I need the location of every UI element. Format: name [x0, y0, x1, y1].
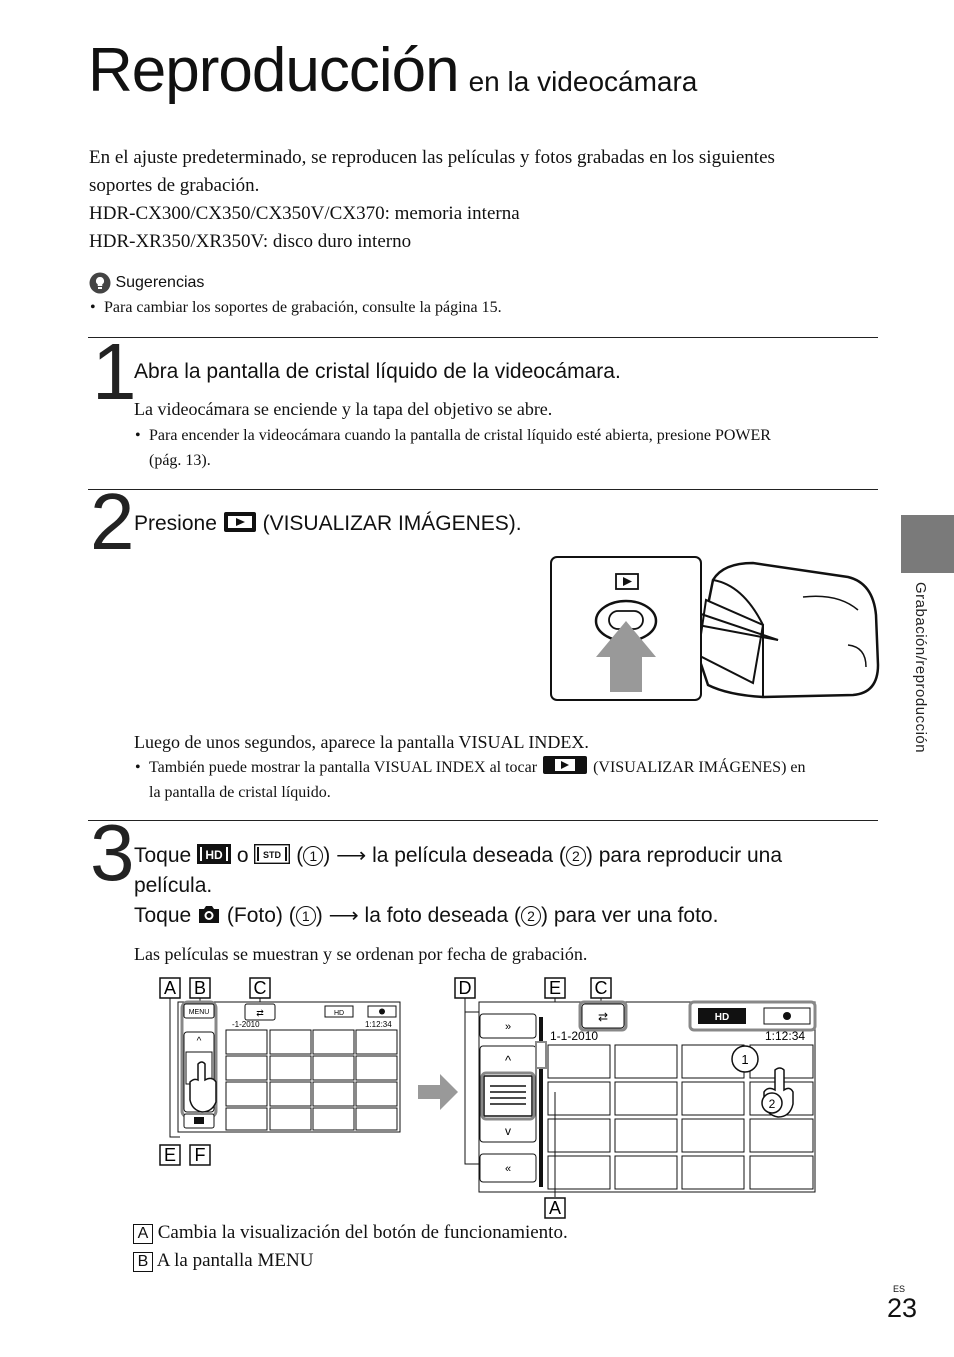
step2-rule [88, 489, 878, 490]
circle-1: 1 [303, 846, 323, 866]
circle-1b: 1 [296, 906, 316, 926]
svg-text:A: A [163, 978, 177, 998]
svg-text:⇄: ⇄ [597, 1010, 609, 1024]
svg-text:A: A [548, 1198, 562, 1218]
section-tab [901, 515, 954, 573]
tips-heading: Sugerencias [89, 272, 204, 294]
play-button-icon [223, 511, 257, 533]
visualizar-imagenes-icon [543, 756, 587, 774]
step3-heading: Toque HD o STD ( 1 ) ⟶ la película deseada ( 2 ) para reproducir una película. Toque (Foto) ( 1 ) ⟶ la foto deseada ( 2 ) para ver una foto. [134, 844, 782, 927]
svg-text:^: ^ [504, 1053, 512, 1068]
svg-text:^: ^ [196, 1036, 202, 1047]
arrow-right-icon: ⟶ [336, 844, 367, 867]
svg-text:«: « [504, 1163, 512, 1175]
step2-number: 2 [90, 477, 135, 566]
circle-2b: 2 [521, 906, 541, 926]
language-code: ES [893, 1284, 906, 1294]
step1-bullet: • Para encender la videocámara cuando la pantalla de cristal líquido esté abierta, presione POWER (pág. 13). [135, 427, 771, 469]
step3-rule [88, 820, 878, 821]
step3-text: Las películas se muestran y se ordenan por fecha de grabación. [134, 944, 588, 964]
lightbulb-icon [89, 272, 111, 294]
step1-text: La videocámara se enciende y la tapa del objetivo se abre. [134, 399, 553, 419]
std-movie-icon [254, 844, 290, 864]
step2-text: Luego de unos segundos, aparece la pantalla VISUAL INDEX. [134, 732, 589, 752]
svg-text:v: v [505, 1124, 511, 1138]
svg-text:MENU: MENU [188, 1009, 210, 1016]
visual-index-figure [150, 972, 830, 1222]
svg-text:HD: HD [714, 1012, 730, 1023]
step1-number: 1 [92, 327, 137, 416]
page-title: Reproducción en la videocámara [88, 36, 698, 105]
arrow-right-icon-2: ⟶ [328, 904, 359, 927]
step1-heading: Abra la pantalla de cristal líquido de la videocámara. [134, 360, 621, 383]
svg-text:1:12:34: 1:12:34 [765, 1029, 806, 1043]
step3-number: 3 [90, 808, 135, 897]
legend [133, 1219, 568, 1275]
svg-text:F: F [194, 1145, 206, 1165]
svg-text:1-1-2010: 1-1-2010 [550, 1029, 599, 1043]
page-subtitle: en la videocámara [468, 66, 698, 97]
svg-text:C: C [594, 978, 608, 998]
tips-bullet: • Para cambiar los soportes de grabación, consulte la página 15. [90, 299, 502, 316]
svg-text:HD: HD [205, 848, 223, 863]
svg-text:⇄: ⇄ [256, 1008, 264, 1018]
camera-illustration [548, 555, 883, 703]
svg-text:STD: STD [263, 850, 282, 861]
page-number: 23 [887, 1293, 918, 1323]
intro-paragraph: En el ajuste predeterminado, se reproducen las películas y fotos grabadas en los siguientes soportes de grabación. HDR-CX300/CX350/CX350V/CX370: memoria interna HDR-XR350/XR350V: disco duro interno [89, 147, 775, 252]
svg-text:1:12:34: 1:12:34 [365, 1020, 392, 1029]
camera-photo-icon [197, 904, 221, 924]
svg-text:D: D [458, 978, 472, 998]
legend-item-a: A Cambia la visualización del botón de funcionamiento. [133, 1219, 568, 1247]
circle-2: 2 [566, 846, 586, 866]
step2-heading: Presione (VISUALIZAR IMÁGENES). [134, 512, 522, 535]
svg-text:1: 1 [741, 1052, 749, 1067]
svg-text:2: 2 [768, 1097, 776, 1111]
svg-text:E: E [163, 1145, 177, 1165]
hd-movie-icon [197, 844, 231, 864]
svg-text:C: C [253, 978, 267, 998]
legend-item-b: B A la pantalla MENU [133, 1247, 568, 1275]
svg-text:-1-2010: -1-2010 [232, 1020, 260, 1029]
step1-rule [88, 337, 878, 338]
svg-text:E: E [548, 978, 562, 998]
section-label: Grabación/reproducción [912, 582, 929, 754]
svg-text:B: B [193, 978, 207, 998]
step2-bullet: • También puede mostrar la pantalla VISUAL INDEX al tocar (VISUALIZAR IMÁGENES) en la pantalla de cristal líquido. [149, 755, 806, 805]
svg-text:HD: HD [333, 1010, 345, 1017]
svg-text:»: » [504, 1021, 512, 1033]
